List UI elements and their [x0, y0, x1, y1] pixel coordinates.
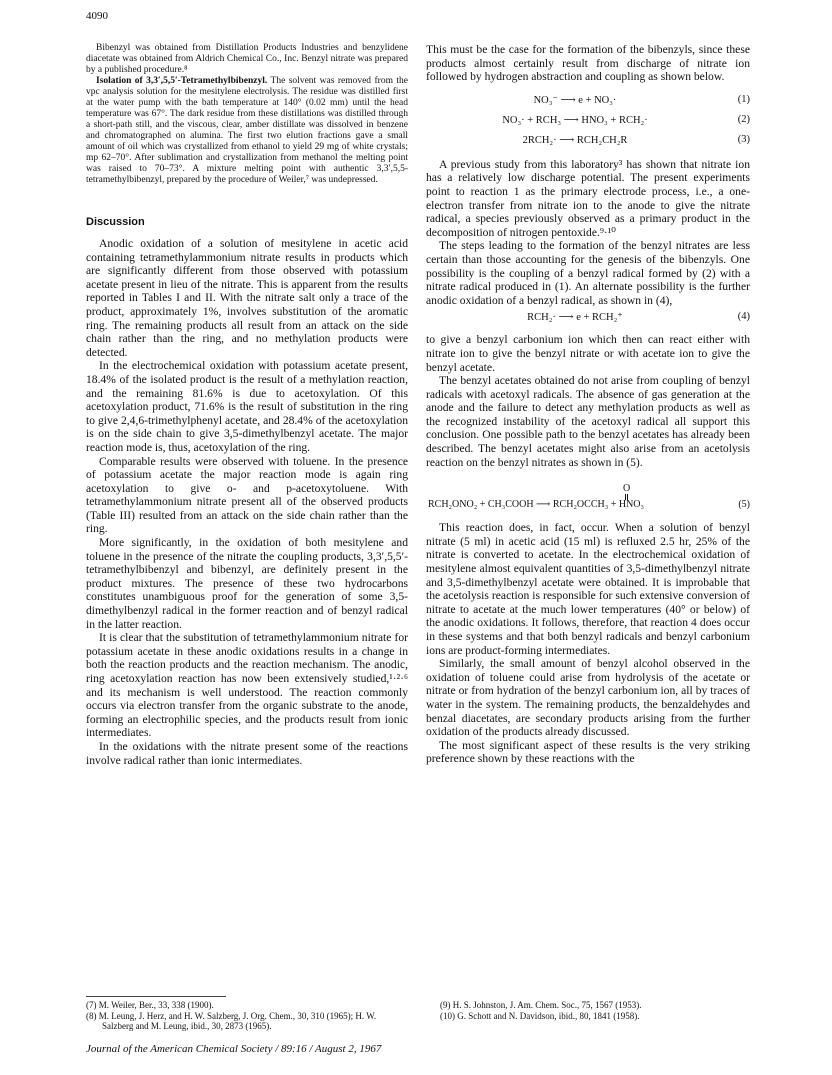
- footnote-rule: [86, 996, 226, 997]
- footnotes-right: [440, 1000, 750, 1021]
- discussion-paragraph-5: It is clear that the substitution of tetramethylammonium nitrate for potassium acetate in these anodic oxidations results in a change in both the reaction products and the reaction mechanism. The anodic, ring acetoxylation reaction has now been extensively studied,¹·²·⁶ and its mechanism is well understood. The reaction commonly occurs via electron transfer from the organic substrate to the anode, forming an electrophilic species, and the products result from ionic intermediates.: [86, 631, 408, 740]
- isolation-paragraph: [86, 76, 408, 186]
- discussion-paragraph-3: Comparable results were observed with toluene. In the presence of potassium acetate the major reaction mode is again ring acetoxylation to give o- and p-acetoxytoluene. With tetramethylammonium nitrate present all of the observed products (Table III) resulted from an attack on the side chain rather than the ring.: [86, 454, 408, 536]
- right-paragraph-6: This reaction does, in fact, occur. When a solution of benzyl nitrate (5 ml) in acetic acid (15 ml) is refluxed 2.5 hr, 25% of the nitrate is converted to acetate. In the electrochemical oxidation of mesitylene almost equivalent quantities of 3,5-dimethylbenzyl nitrate and 3,5-dimethylbenzyl acetate were obtained. It is improbable that the acetolysis reaction is responsible for such extensive conversion of nitrate to acetate at the much lower temperatures (40° or below) of the anodic oxidations. It follows, therefore, that reaction 4 does occur in these systems and that both benzyl radicals and benzyl carbonium ions are product-forming intermediates.: [426, 521, 750, 657]
- equation-3: [426, 130, 750, 150]
- right-paragraph-1: This must be the case for the formation of the bibenzyls, since these products almost certainly result from discharge of nitrate ion followed by hydrogen abstraction and coupling as shown below.: [426, 43, 750, 84]
- footnote-7: (7) M. Weiler, Ber., 33, 338 (1900).: [86, 1000, 214, 1010]
- footnotes-left: [86, 1000, 406, 1032]
- equation-4-number: (4): [737, 311, 750, 323]
- equation-1-text: NO₃⁻ ⟶ e + NO₃·: [533, 94, 617, 106]
- right-paragraph-5: The benzyl acetates obtained do not arise from coupling of benzyl radicals with acetoxyl radicals. The absence of gas generation at the anode and the failure to detect any methylation products as well as the recognized instability of the acetoxyl radical all support this conclusion. One possible path to the benzyl acetates has already been described. The benzyl acetates might also arise from an acetolysis reaction on the benzyl nitrates as shown in (5).: [426, 374, 750, 469]
- right-paragraph-4: to give a benzyl carbonium ion which then can react either with nitrate ion to give the benzyl nitrate or with acetate ion to give the benzyl acetate.: [426, 333, 750, 374]
- experimental-section: [86, 43, 408, 186]
- equation-1: [426, 90, 750, 110]
- isolation-heading: Isolation of 3,3′,5,5′-Tetramethylbibenzyl.: [96, 76, 268, 86]
- equation-3-text: 2RCH₂· ⟶ RCH₂CH₂R: [522, 134, 628, 146]
- equation-5-text: RCH₂ONO₂ + CH₃COOH ⟶ RCH₂OCCH₃ + HNO₃: [428, 499, 644, 511]
- equation-5: [426, 483, 750, 513]
- right-paragraph-2: A previous study from this laboratory³ has shown that nitrate ion has a relatively low discharge potential. The present experiments point to reaction 1 as the primary electrode process, i.e., a one-electron transfer from nitrate ion to the anode to give the nitrate radical, a species previously observed as a primary product in the decomposition of nitrogen pentoxide.⁹·¹⁰: [426, 157, 750, 239]
- right-column: [426, 43, 750, 766]
- equation-1-number: (1): [737, 93, 750, 105]
- footnote-9: (9) H. S. Johnston, J. Am. Chem. Soc., 75, 1567 (1953).: [440, 1000, 642, 1010]
- equation-2: [426, 110, 750, 130]
- equation-5-number: (5): [738, 499, 750, 511]
- equation-4-text: RCH₂· ⟶ e + RCH₂⁺: [527, 312, 623, 324]
- right-paragraph-8: The most significant aspect of these results is the very striking preference shown by these reactions with the: [426, 738, 750, 766]
- left-column: [86, 43, 408, 767]
- equation-2-number: (2): [737, 113, 750, 125]
- equation-4: [426, 307, 750, 327]
- footnote-10: (10) G. Schott and N. Davidson, ibid., 80, 1841 (1958).: [440, 1010, 640, 1021]
- discussion-paragraph-6: In the oxidations with the nitrate present some of the reactions involve radical rather than ionic intermediates.: [86, 739, 408, 767]
- discussion-heading: Discussion: [86, 216, 145, 228]
- right-paragraph-3: The steps leading to the formation of the benzyl nitrates are less certain than those accounting for the genesis of the bibenzyls. One possibility is the coupling of a benzyl radical formed by (2) with a nitrate radical produced in (1). An alternate possibility is the further anodic oxidation of a benzyl radical, as shown in (4),: [426, 239, 750, 307]
- equation-3-number: (3): [737, 133, 750, 145]
- journal-footer: Journal of the American Chemical Society / 89:16 / August 2, 1967: [86, 1043, 382, 1055]
- discussion-paragraph-4: More significantly, in the oxidation of both mesitylene and toluene in the presence of the nitrate the coupling products, 3,3′,5,5′-tetramethylbibenzyl and bibenzyl, are definitely present in the product mixtures. The presence of these two hydrocarbons constitutes unambiguous proof for the generation of some 3,5-dimethylbenzyl radical in the former reaction and of benzyl radical in the latter reaction.: [86, 536, 408, 631]
- equation-5-carbonyl-oxygen: O: [623, 483, 631, 495]
- page-number: 4090: [86, 10, 108, 22]
- isolation-text: The solvent was removed from the vpc analysis solution for the mesitylene electrolysis. The residue was distilled first at the water pump with the bath temperature at 140° (0.02 mm) until the head temperature was 67°. The dark residue from these distillations was distilled through a short-path still, and the viscous, clear, amber distillate was dissolved in benzene and chromatographed on alumina. The first two elution fractions gave a small amount of oil which was crystallized from ethanol to yield 29 mg of white crystals; mp 62–70°. After sublimation and crystallization from methanol the melting point was raised to 70–73°. A mixture melting point with authentic 3,3′,5,5-tetramethylbibenzyl, prepared by the procedure of Weiler,⁷ was undepressed.: [86, 76, 409, 185]
- equation-2-text: NO₃· + RCH₃ ⟶ HNO₃ + RCH₂·: [502, 114, 648, 126]
- discussion-paragraph-2: In the electrochemical oxidation with potassium acetate present, 18.4% of the isolated product is the result of a methylation reaction, and the remaining 81.6% is due to acetoxylation. Of this acetoxylation product, 71.6% is the result of substitution in the ring to give 2,4,6-trimethylphenyl acetate, and 28.4% of the acetoxylation is on the side chain to give 3,5-dimethylbenzyl acetate. The major reaction mode is, thus, acetoxylation of the ring.: [86, 359, 408, 454]
- discussion-body: [86, 237, 408, 767]
- discussion-paragraph-1: Anodic oxidation of a solution of mesitylene in acetic acid containing tetramethylammonium nitrate results in products which are significantly different from those observed with potassium acetate present in lieu of the nitrate. This is apparent from the results reported in Tables I and II. With the nitrate salt only a trace of the product, approximately 1%, involves substitution of the aromatic ring. The remaining products all result from an attack on the side chain rather than the ring, and no methylation products were detected.: [86, 237, 408, 359]
- experimental-paragraph: Bibenzyl was obtained from Distillation Products Industries and benzylidene diacetate was obtained from Aldrich Chemical Co., Inc. Benzyl nitrate was prepared by a published procedure.⁸: [86, 43, 408, 75]
- right-paragraph-7: Similarly, the small amount of benzyl alcohol observed in the oxidation of toluene could arise from hydrolysis of the acetate or nitrate or from hydration of the benzyl carbonium ion, all by traces of water in the system. The remaining products, the benzaldehydes and benzal diacetates, are secondary products arising from the further oxidation of the products already discussed.: [426, 657, 750, 739]
- footnote-8: (8) M. Leung, J. Herz, and H. W. Salzberg, J. Org. Chem., 30, 310 (1965); H. W. Salzberg and M. Leung, ibid., 30, 2873 (1965).: [86, 1010, 377, 1031]
